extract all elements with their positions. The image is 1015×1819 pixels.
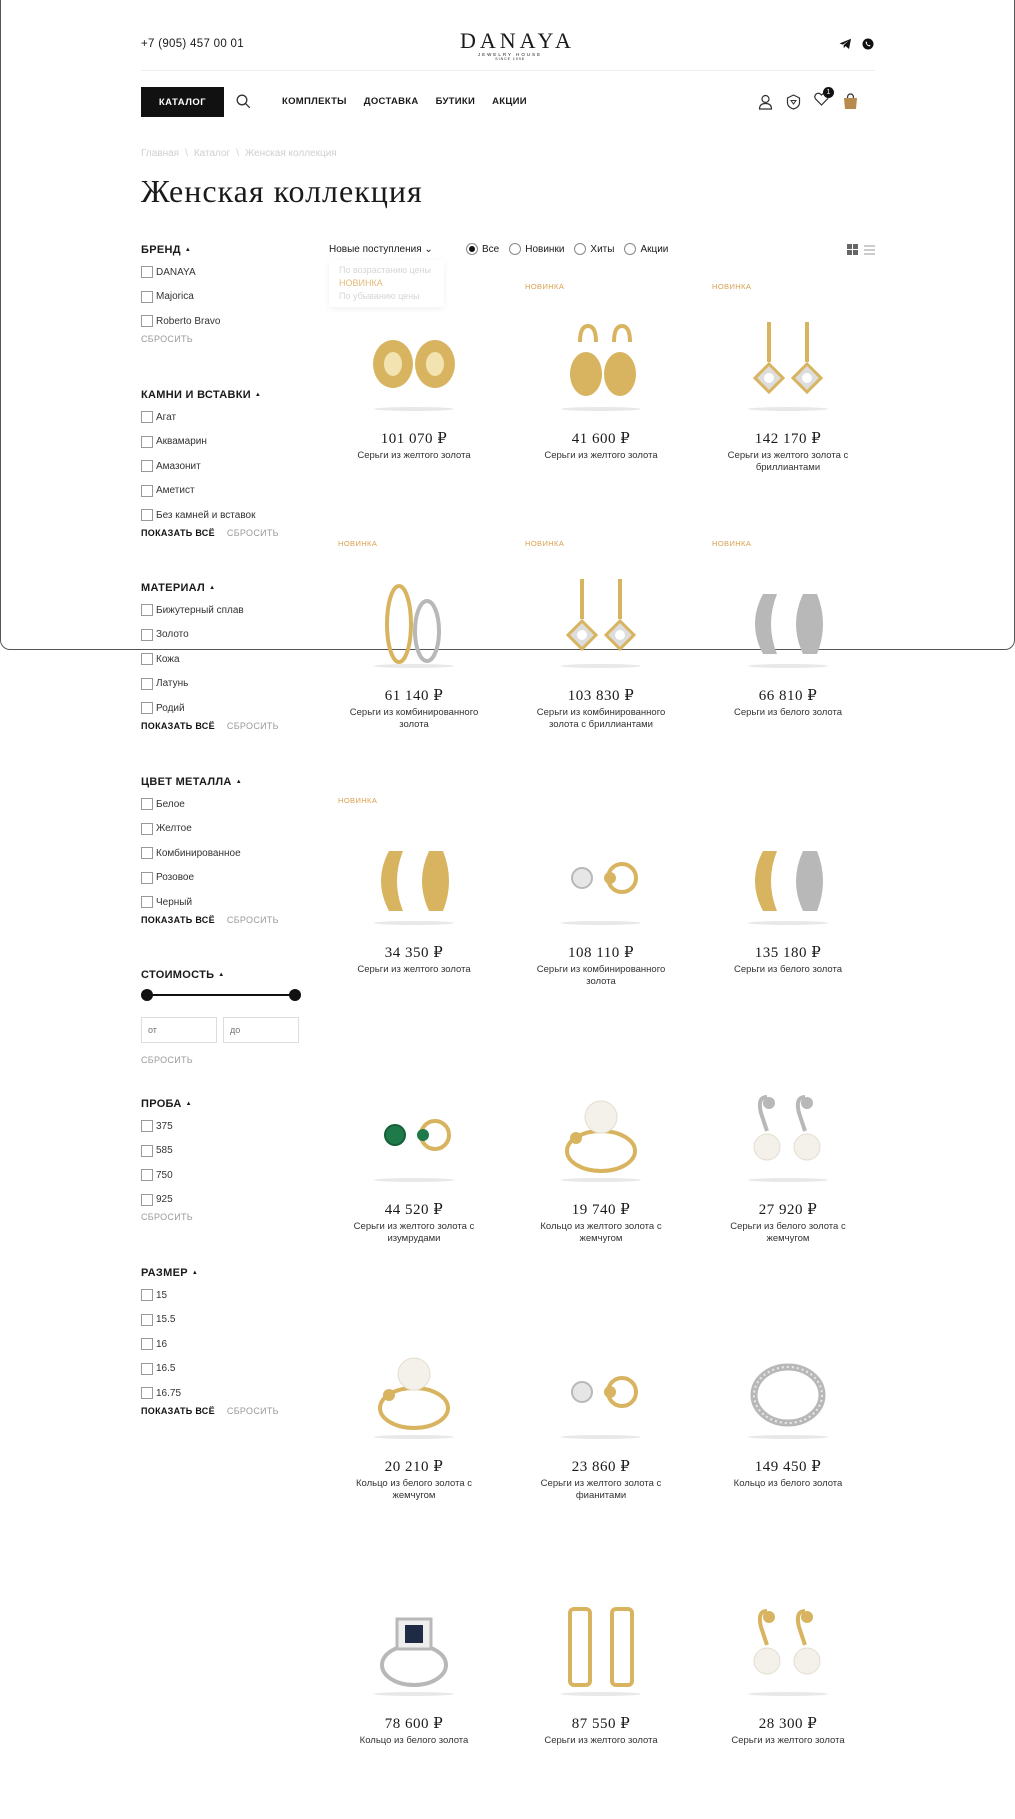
radio-indicator bbox=[574, 243, 586, 255]
filter-option[interactable] bbox=[141, 479, 279, 504]
breadcrumb-catalog[interactable]: Каталог bbox=[193, 148, 231, 159]
checkbox[interactable] bbox=[141, 1387, 153, 1399]
product-card[interactable] bbox=[329, 1310, 499, 1530]
checkbox[interactable] bbox=[141, 896, 153, 908]
product-price: 61 140 ₽ bbox=[384, 688, 444, 704]
filter-price-actions bbox=[141, 1055, 193, 1069]
product-price: 101 070 ₽ bbox=[380, 431, 448, 447]
product-card[interactable] bbox=[329, 282, 499, 502]
filter-option-label: 15.5 bbox=[156, 1314, 176, 1326]
checkbox[interactable] bbox=[141, 411, 153, 423]
filter-option[interactable] bbox=[141, 841, 279, 866]
reset-button[interactable]: СБРОСИТЬ bbox=[226, 720, 279, 731]
caret-up-icon: ▲ bbox=[191, 1270, 199, 1276]
radio-label: Хиты bbox=[590, 243, 615, 255]
filter-option-label: Желтое bbox=[156, 823, 192, 835]
sort-toolbar bbox=[329, 244, 875, 260]
filter-material-toggle[interactable] bbox=[141, 582, 279, 598]
list-view-icon[interactable] bbox=[864, 244, 875, 255]
product-price: 19 740 ₽ bbox=[571, 1202, 631, 1218]
filter-stones bbox=[141, 389, 279, 542]
checkbox[interactable] bbox=[141, 1289, 153, 1301]
checkbox[interactable] bbox=[141, 1314, 153, 1326]
price-from-input[interactable] bbox=[141, 1017, 217, 1043]
product-image[interactable] bbox=[733, 312, 843, 412]
filter-option-label: 16.5 bbox=[156, 1363, 176, 1375]
filter-option-label: 15 bbox=[156, 1289, 168, 1301]
filter-option-label: Бижутерный сплав bbox=[156, 604, 244, 616]
sort-selected-value: Новые поступления bbox=[329, 244, 422, 255]
nav-link-boutiques[interactable]: БУТИКИ bbox=[435, 96, 476, 107]
radio-new[interactable] bbox=[509, 243, 564, 255]
checkbox[interactable] bbox=[141, 798, 153, 810]
filter-title: БРЕНД bbox=[141, 244, 181, 256]
checkbox[interactable] bbox=[141, 678, 153, 690]
checkbox[interactable] bbox=[141, 1363, 153, 1375]
checkbox[interactable] bbox=[141, 315, 153, 327]
product-image[interactable] bbox=[733, 1597, 843, 1697]
filter-size-toggle[interactable] bbox=[141, 1267, 279, 1283]
wishlist-count-badge: 1 bbox=[823, 87, 834, 98]
whatsapp-icon[interactable] bbox=[862, 38, 874, 50]
product-image[interactable] bbox=[359, 312, 469, 412]
filter-option[interactable] bbox=[141, 1163, 193, 1188]
product-price: 44 520 ₽ bbox=[384, 1202, 444, 1218]
product-price: 20 210 ₽ bbox=[384, 1459, 444, 1475]
filter-option-label: Родий bbox=[156, 702, 185, 714]
price-inputs bbox=[141, 1017, 299, 1043]
radio-all[interactable] bbox=[466, 243, 499, 255]
product-card[interactable] bbox=[516, 539, 686, 759]
product-card[interactable] bbox=[703, 1567, 873, 1787]
filter-option-label: Розовое bbox=[156, 872, 195, 884]
radio-label: Новинки bbox=[525, 243, 565, 255]
product-card[interactable] bbox=[703, 539, 873, 759]
filter-stones-toggle[interactable] bbox=[141, 389, 279, 405]
product-card[interactable] bbox=[516, 796, 686, 1016]
product-name[interactable]: Серьги из комбинированного золота bbox=[536, 964, 666, 987]
filter-option[interactable] bbox=[141, 1308, 279, 1333]
product-image[interactable] bbox=[733, 569, 843, 669]
checkbox[interactable] bbox=[141, 1145, 153, 1157]
filter-option-label: 925 bbox=[156, 1194, 173, 1206]
product-card[interactable] bbox=[516, 1053, 686, 1273]
product-name[interactable]: Серьги из белого золота bbox=[733, 964, 843, 975]
filter-option[interactable] bbox=[141, 890, 279, 915]
product-price: 142 170 ₽ bbox=[754, 431, 822, 447]
wishlist[interactable] bbox=[814, 89, 831, 111]
filter-option[interactable] bbox=[141, 817, 279, 842]
product-name[interactable]: Серьги из комбинированного золота с бриллиантами bbox=[536, 707, 666, 730]
price-to-input[interactable] bbox=[223, 1017, 299, 1043]
user-actions bbox=[758, 89, 859, 111]
filter-option[interactable] bbox=[141, 405, 279, 430]
shopping-bag-icon[interactable] bbox=[842, 93, 859, 110]
product-card[interactable] bbox=[516, 282, 686, 502]
filter-option-label: Кожа bbox=[156, 653, 180, 665]
product-price: 34 350 ₽ bbox=[384, 945, 444, 961]
filter-option[interactable] bbox=[141, 623, 279, 648]
caret-up-icon: ▲ bbox=[184, 247, 192, 253]
product-image[interactable] bbox=[359, 1340, 469, 1440]
filter-option-label: 585 bbox=[156, 1145, 173, 1157]
filter-option[interactable] bbox=[141, 309, 220, 334]
product-name[interactable]: Серьги из желтого золота bbox=[357, 450, 471, 461]
logo-since: SINCE 1998 bbox=[495, 57, 525, 61]
filter-option-label: Комбинированное bbox=[156, 847, 241, 859]
product-name[interactable]: Кольцо из белого золота с жемчугом bbox=[355, 1478, 473, 1501]
user-icon[interactable] bbox=[758, 94, 773, 110]
filter-title: ПРОБА bbox=[141, 1098, 182, 1110]
product-image[interactable] bbox=[733, 1340, 843, 1440]
range-track bbox=[143, 994, 299, 996]
product-price: 103 830 ₽ bbox=[567, 688, 635, 704]
logo-wordmark: DANAYA bbox=[460, 28, 575, 53]
social-links bbox=[839, 38, 874, 50]
filter-probe bbox=[141, 1098, 193, 1226]
logo-tagline: JEWELRY HOUSE bbox=[477, 52, 543, 57]
filter-option-label: Золото bbox=[156, 629, 189, 641]
product-price: 78 600 ₽ bbox=[384, 1716, 444, 1732]
product-card[interactable] bbox=[703, 796, 873, 1016]
filter-option[interactable] bbox=[141, 1139, 193, 1164]
filter-option[interactable] bbox=[141, 696, 279, 721]
product-card[interactable] bbox=[703, 1310, 873, 1530]
breadcrumb-separator: \ bbox=[185, 148, 188, 159]
filter-option-label: Roberto Bravo bbox=[156, 315, 221, 327]
filter-title: РАЗМЕР bbox=[141, 1267, 188, 1279]
product-image[interactable] bbox=[359, 1597, 469, 1697]
product-price: 135 180 ₽ bbox=[754, 945, 822, 961]
filter-option-label: 16 bbox=[156, 1338, 168, 1350]
filter-metal-color-toggle[interactable] bbox=[141, 776, 279, 792]
product-image[interactable] bbox=[546, 1340, 656, 1440]
product-price: 87 550 ₽ bbox=[571, 1716, 631, 1732]
filter-material-actions bbox=[141, 721, 279, 735]
filter-option[interactable] bbox=[141, 866, 279, 891]
nav-links bbox=[282, 96, 527, 107]
filter-option-label: 375 bbox=[156, 1120, 173, 1132]
caret-up-icon: ▲ bbox=[209, 585, 216, 591]
breadcrumb-home[interactable]: Главная bbox=[141, 148, 180, 159]
filter-option[interactable] bbox=[141, 792, 279, 817]
filter-title: КАМНИ И ВСТАВКИ bbox=[141, 389, 251, 401]
checkbox[interactable] bbox=[141, 629, 153, 641]
product-name[interactable]: Серьги из комбинированного золота bbox=[349, 707, 479, 730]
product-price: 27 920 ₽ bbox=[758, 1202, 818, 1218]
nav-link-delivery[interactable]: ДОСТАВКА bbox=[363, 96, 419, 107]
filter-option-label: 16.75 bbox=[156, 1387, 182, 1399]
new-badge: НОВИНКА bbox=[338, 539, 378, 548]
reset-button[interactable]: СБРОСИТЬ bbox=[141, 333, 193, 344]
checkbox[interactable] bbox=[141, 266, 153, 278]
filter-option[interactable] bbox=[141, 1357, 279, 1382]
new-badge: НОВИНКА bbox=[525, 282, 565, 291]
product-image[interactable] bbox=[359, 569, 469, 669]
checkbox[interactable] bbox=[141, 872, 153, 884]
grid-view-icon[interactable] bbox=[847, 244, 858, 255]
product-card[interactable] bbox=[703, 282, 873, 502]
sort-option-desc[interactable]: По убыванию цены bbox=[339, 291, 420, 301]
reset-button[interactable]: СБРОСИТЬ bbox=[226, 1405, 279, 1416]
catalog-button[interactable]: КАТАЛОГ bbox=[141, 87, 224, 117]
filter-option[interactable] bbox=[141, 285, 220, 310]
checkbox[interactable] bbox=[141, 436, 153, 448]
filter-price-toggle[interactable] bbox=[141, 969, 301, 985]
quick-filters bbox=[466, 243, 668, 255]
filter-option-label: Латунь bbox=[156, 678, 189, 690]
show-all-button[interactable]: ПОКАЗАТЬ ВСЁ bbox=[141, 720, 215, 731]
page-title: Женская коллекция bbox=[141, 173, 423, 209]
product-name[interactable]: Серьги из белого золота с жемчугом bbox=[730, 1221, 846, 1244]
nav-link-sets[interactable]: КОМПЛЕКТЫ bbox=[282, 96, 347, 107]
filter-brand bbox=[141, 244, 220, 348]
filter-metal-color-actions bbox=[141, 915, 279, 929]
filter-option[interactable] bbox=[141, 454, 279, 479]
filter-size bbox=[141, 1267, 279, 1420]
filter-brand-toggle[interactable] bbox=[141, 244, 220, 260]
filter-option-label: DANAYA bbox=[156, 266, 196, 278]
filter-option[interactable] bbox=[141, 430, 279, 455]
nav-link-promos[interactable]: АКЦИИ bbox=[492, 96, 527, 107]
checkbox[interactable] bbox=[141, 847, 153, 859]
breadcrumb-current: Женская коллекция bbox=[244, 148, 337, 159]
show-all-button[interactable]: ПОКАЗАТЬ ВСЁ bbox=[141, 914, 215, 925]
filter-probe-actions bbox=[141, 1212, 193, 1226]
radio-indicator bbox=[466, 243, 478, 255]
checkbox[interactable] bbox=[141, 1169, 153, 1181]
filter-option[interactable] bbox=[141, 1283, 279, 1308]
filter-option-label: Белое bbox=[156, 798, 185, 810]
filter-price bbox=[141, 969, 301, 1069]
show-all-button[interactable]: ПОКАЗАТЬ ВСЁ bbox=[141, 527, 215, 538]
product-price: 23 860 ₽ bbox=[571, 1459, 631, 1475]
chevron-down-icon: ⌄ bbox=[424, 244, 433, 255]
product-card[interactable] bbox=[329, 1567, 499, 1787]
filter-title: МАТЕРИАЛ bbox=[141, 582, 206, 594]
product-image[interactable] bbox=[359, 826, 469, 926]
filter-option-label: Majorica bbox=[156, 291, 194, 303]
product-price: 41 600 ₽ bbox=[571, 431, 631, 447]
product-name[interactable]: Серьги из желтого золота с изумрудами bbox=[353, 1221, 475, 1244]
product-image[interactable] bbox=[546, 826, 656, 926]
sort-select[interactable] bbox=[329, 244, 433, 255]
filter-option[interactable] bbox=[141, 1188, 193, 1213]
telegram-icon[interactable] bbox=[839, 38, 852, 50]
view-toggle bbox=[847, 244, 875, 255]
reset-button[interactable]: СБРОСИТЬ bbox=[141, 1055, 193, 1065]
filter-option[interactable] bbox=[141, 1332, 279, 1357]
product-card[interactable] bbox=[329, 1053, 499, 1273]
diamond-shield-icon[interactable] bbox=[786, 94, 801, 110]
reset-button[interactable]: СБРОСИТЬ bbox=[141, 1212, 193, 1222]
product-name[interactable]: Серьги из желтого золота bbox=[731, 1735, 845, 1746]
reset-button[interactable]: СБРОСИТЬ bbox=[226, 914, 279, 925]
product-price: 149 450 ₽ bbox=[754, 1459, 822, 1475]
caret-up-icon: ▲ bbox=[254, 392, 262, 398]
filter-option-label: Аметист bbox=[156, 485, 195, 497]
checkbox[interactable] bbox=[141, 1194, 153, 1206]
new-badge: НОВИНКА bbox=[712, 539, 752, 548]
breadcrumb-separator: \ bbox=[236, 148, 239, 159]
new-badge: НОВИНКА bbox=[525, 539, 565, 548]
header-divider bbox=[141, 70, 875, 71]
product-card[interactable] bbox=[516, 1310, 686, 1530]
reset-button[interactable]: СБРОСИТЬ bbox=[226, 527, 279, 538]
product-image[interactable] bbox=[546, 569, 656, 669]
radio-hits[interactable] bbox=[574, 243, 614, 255]
caret-up-icon: ▲ bbox=[235, 779, 242, 785]
filter-material bbox=[141, 582, 279, 735]
breadcrumb bbox=[141, 148, 337, 159]
checkbox[interactable] bbox=[141, 702, 153, 714]
radio-promos[interactable] bbox=[624, 243, 668, 255]
show-all-button[interactable]: ПОКАЗАТЬ ВСЁ bbox=[141, 1405, 215, 1416]
product-name[interactable]: Серьги из желтого золота с фианитами bbox=[540, 1478, 662, 1501]
filter-option-label: Агат bbox=[156, 411, 177, 423]
filter-brand-actions bbox=[141, 334, 220, 348]
product-image[interactable] bbox=[359, 1083, 469, 1183]
product-name[interactable]: Серьги из желтого золота bbox=[544, 450, 658, 461]
radio-indicator bbox=[624, 243, 636, 255]
product-name[interactable]: Кольцо из желтого золота с жемчугом bbox=[540, 1221, 662, 1244]
product-name[interactable]: Кольцо из белого золота bbox=[359, 1735, 469, 1746]
caret-up-icon: ▲ bbox=[218, 972, 225, 978]
product-image[interactable] bbox=[546, 1083, 656, 1183]
filter-option[interactable] bbox=[141, 260, 220, 285]
checkbox[interactable] bbox=[141, 1120, 153, 1132]
radio-label: Акции bbox=[640, 243, 669, 255]
product-card[interactable] bbox=[703, 1053, 873, 1273]
logo[interactable] bbox=[460, 28, 575, 61]
product-image[interactable] bbox=[733, 826, 843, 926]
product-name[interactable]: Серьги из желтого золота с бриллиантами bbox=[727, 450, 849, 473]
new-badge: НОВИНКА bbox=[338, 796, 378, 805]
filter-metal-color bbox=[141, 776, 279, 929]
product-card[interactable] bbox=[329, 796, 499, 1016]
phone-number[interactable]: +7 (905) 457 00 01 bbox=[141, 38, 244, 50]
product-name[interactable]: Кольцо из белого золота bbox=[733, 1478, 843, 1489]
checkbox[interactable] bbox=[141, 509, 153, 521]
search-icon[interactable] bbox=[236, 94, 251, 109]
product-image[interactable] bbox=[733, 1083, 843, 1183]
product-image[interactable] bbox=[546, 1597, 656, 1697]
filter-title: ЦВЕТ МЕТАЛЛА bbox=[141, 776, 232, 788]
filter-option-label: Аквамарин bbox=[156, 436, 207, 448]
checkbox[interactable] bbox=[141, 460, 153, 472]
new-badge: НОВИНКА bbox=[712, 282, 752, 291]
filter-probe-toggle[interactable] bbox=[141, 1098, 193, 1114]
filter-option[interactable] bbox=[141, 1381, 279, 1406]
radio-indicator bbox=[509, 243, 521, 255]
range-handle-max[interactable] bbox=[289, 989, 301, 1001]
sort-option-asc[interactable]: По возрастанию цены bbox=[339, 265, 431, 275]
filter-option[interactable] bbox=[141, 598, 279, 623]
filter-option[interactable] bbox=[141, 503, 279, 528]
filter-option-label: Амазонит bbox=[156, 460, 201, 472]
filter-option[interactable] bbox=[141, 647, 279, 672]
product-price: 66 810 ₽ bbox=[758, 688, 818, 704]
product-name[interactable]: Серьги из белого золота bbox=[733, 707, 843, 718]
price-range-slider[interactable] bbox=[141, 989, 301, 1001]
checkbox[interactable] bbox=[141, 485, 153, 497]
filter-size-actions bbox=[141, 1406, 279, 1420]
sort-option-new[interactable]: НОВИНКА bbox=[339, 278, 383, 288]
filter-option[interactable] bbox=[141, 1114, 193, 1139]
checkbox[interactable] bbox=[141, 653, 153, 665]
main-nav bbox=[141, 87, 875, 117]
product-card[interactable] bbox=[329, 539, 499, 759]
radio-label: Все bbox=[482, 243, 500, 255]
product-name[interactable]: Серьги из желтого золота bbox=[357, 964, 471, 975]
product-card[interactable] bbox=[516, 1567, 686, 1787]
filter-stones-actions bbox=[141, 528, 279, 542]
filter-option-label: 750 bbox=[156, 1169, 173, 1181]
product-image[interactable] bbox=[546, 312, 656, 412]
product-price: 28 300 ₽ bbox=[758, 1716, 818, 1732]
caret-up-icon: ▲ bbox=[185, 1101, 192, 1107]
checkbox[interactable] bbox=[141, 1338, 153, 1350]
product-price: 108 110 ₽ bbox=[568, 945, 634, 961]
checkbox[interactable] bbox=[141, 823, 153, 835]
checkbox[interactable] bbox=[141, 604, 153, 616]
product-name[interactable]: Серьги из желтого золота bbox=[544, 1735, 658, 1746]
filter-option-label: Черный bbox=[156, 896, 193, 908]
filter-option[interactable] bbox=[141, 672, 279, 697]
filter-option-label: Без камней и вставок bbox=[156, 509, 256, 521]
range-handle-min[interactable] bbox=[141, 989, 153, 1001]
checkbox[interactable] bbox=[141, 291, 153, 303]
filter-title: СТОИМОСТЬ bbox=[141, 969, 215, 981]
